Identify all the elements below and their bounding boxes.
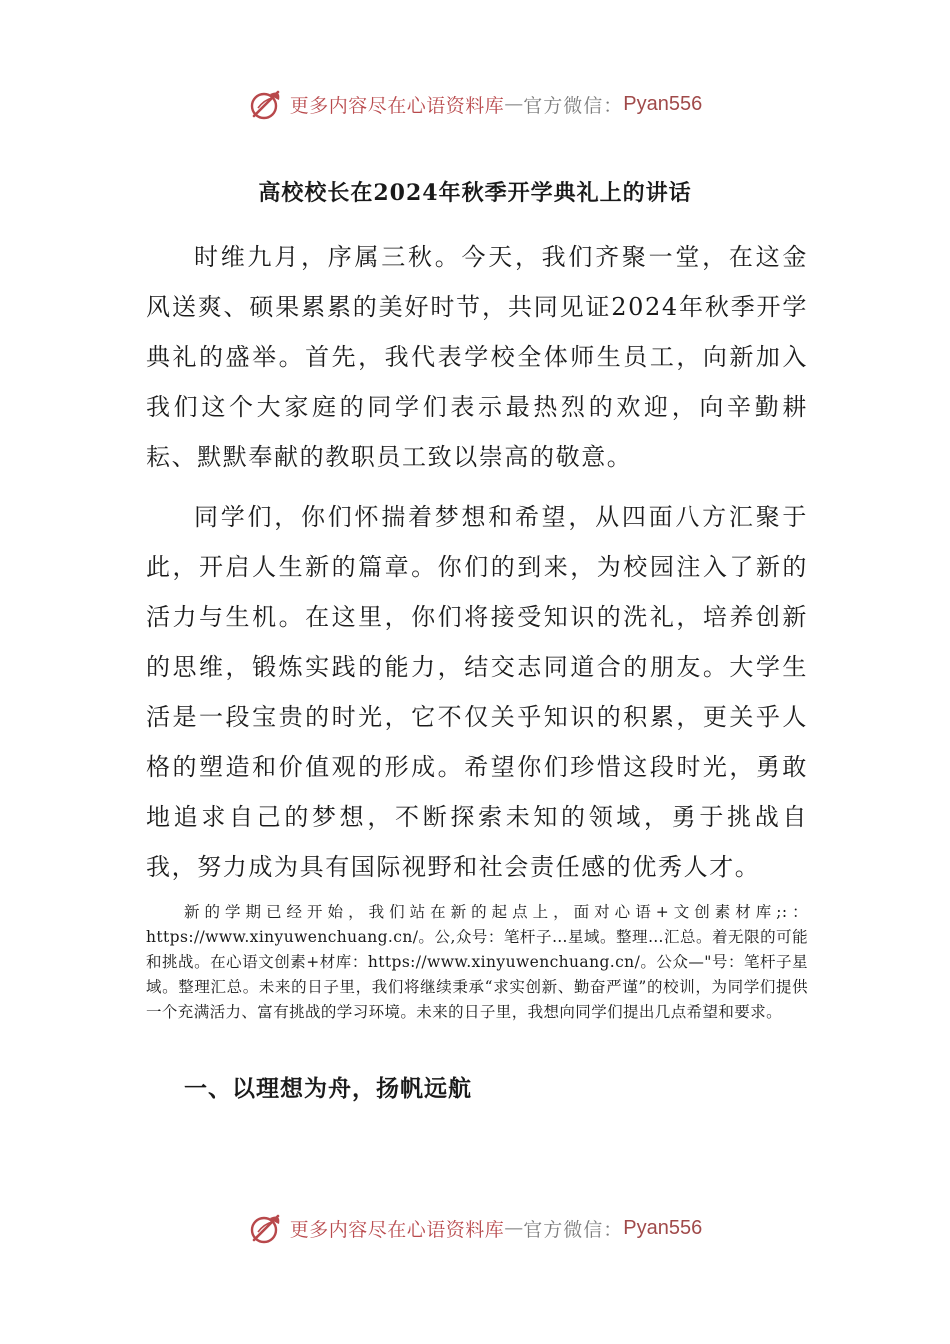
section-heading-1: 一、以理想为舟，扬帆远航 <box>184 1075 472 1102</box>
banner-wechat-id: Pyan556 <box>623 92 703 115</box>
paragraph-3: 新的学期已经开始，我们站在新的起点上，面对心语+文创素材库;:：https://www.xinyuwenchuang.cn/。公,众号：笔杆子…星域。整理…汇总。着无限的可能和挑战。在心语文创素+材库：https://www.xinyuwenchuang.cn/。公众—"号：笔杆子星域。整理汇总。未来的日子里，我们将继续秉承“求实创新、勤奋严谨”的校训，为同学们提供一个充满活力、富有挑战的学习环境。未来的日子里，我想向同学们提出几点希望和要求。 <box>146 903 808 1021</box>
paragraph-2: 同学们，你们怀揣着梦想和希望，从四面八方汇聚于此，开启人生新的篇章。你们的到来，为校园注入了新的活力与生机。在这里，你们将接受知识的洗礼，培养创新的思维，锻炼实践的能力，结交志同道合的朋友。大学生活是一段宝贵的时光，它不仅关乎知识的积累，更关乎人格的塑造和价值观的形成。希望你们珍惜这段时光，勇敢地追求自己的梦想，不断探索未知的领域，勇于挑战自我，努力成为具有国际视野和社会责任感的优秀人才。 <box>146 503 808 881</box>
banner-wechat-label: 官方微信： <box>523 94 624 117</box>
footer-banner <box>0 1206 950 1250</box>
banner-dash: — <box>504 1217 524 1239</box>
document-title: 高校校长在2024年秋季开学典礼上的讲话 <box>258 180 692 206</box>
banner-brand-text: 更多内容尽在心语资料库 <box>289 1218 505 1241</box>
header-banner <box>0 82 950 126</box>
banner-wechat-label: 官方微信： <box>523 1218 624 1241</box>
banner-dash: — <box>504 93 524 115</box>
banner-brand-text: 更多内容尽在心语资料库 <box>289 94 505 117</box>
quill-pen-logo-icon <box>248 86 284 122</box>
banner-wechat-id: Pyan556 <box>623 1216 703 1239</box>
quill-pen-logo-icon <box>248 1210 284 1246</box>
paragraph-1: 时维九月，序属三秋。今天，我们齐聚一堂，在这金风送爽、硕果累累的美好时节，共同见证2024年秋季开学典礼的盛举。首先，我代表学校全体师生员工，向新加入我们这个大家庭的同学们表示最热烈的欢迎，向辛勤耕耘、默默奉献的教职员工致以崇高的敬意。 <box>146 243 808 471</box>
